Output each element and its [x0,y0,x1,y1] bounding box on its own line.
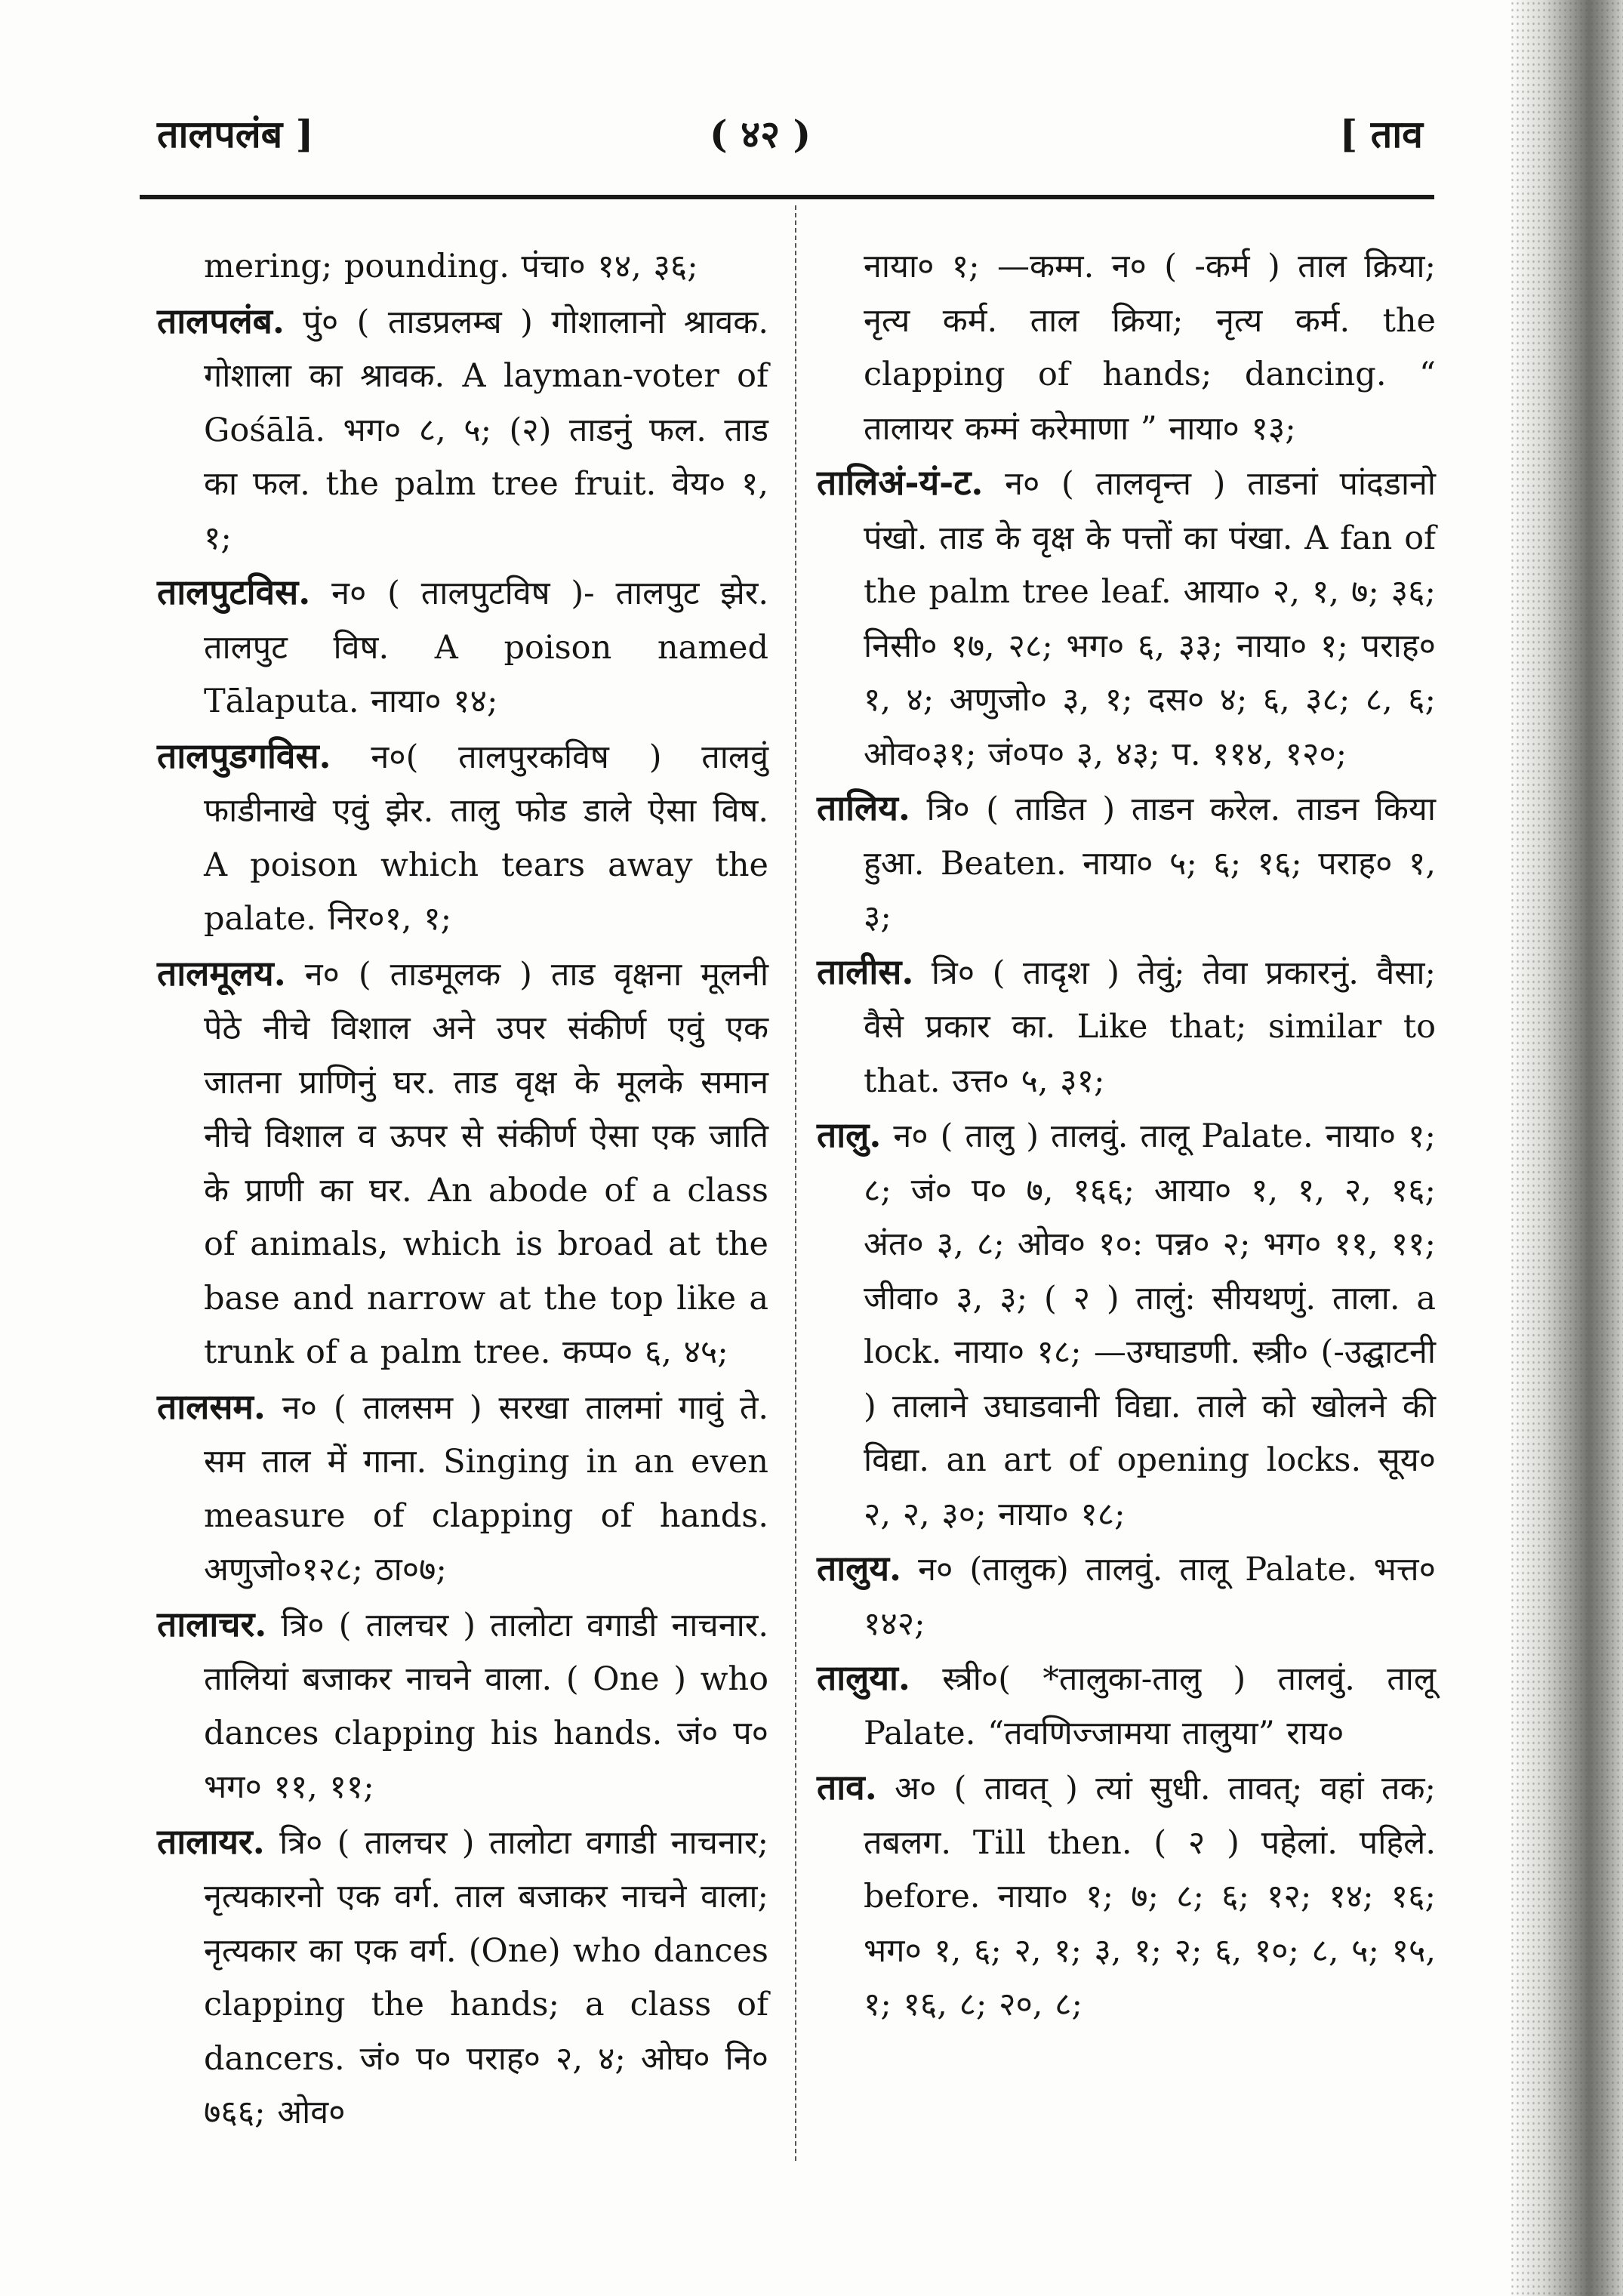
entry-text: त्रि० ( तादृश ) तेवुं; तेवा प्रकारनुं. वैसा; वैसे प्रकार का. Like that; similar to that. उत्त० ५, ३१; [864,954,1436,1100]
entry-text: पुं० ( ताडप्रलम्ब ) गोशालानो श्रावक. गोशाला का श्रावक. A layman-voter of Gośālā. भग० ८, ५; (२) ताडनुं फल. ताड का फल. the palm tree fruit. वेय० १, १; [204,303,768,557]
entry-text: त्रि० ( तालचर ) तालोटा वगाडी नाचनार; नृत्यकारनो एक वर्ग. ताल बजाकर नाचने वाला; नृत्यकार का एक वर्ग. (One) who dances clapping the hands; a class of dancers. जं० प० पराह० २, ४; ओघ० नि० ७६६; ओव० [204,1823,769,2131]
dictionary-entry [817,456,1436,781]
entry-headword: ताव. [817,1767,877,1808]
entry-headword: तालपलंब. [157,300,285,341]
entry-headword: तालसम. [157,1385,266,1427]
left-column [157,240,768,2140]
dictionary-entry [157,566,768,729]
dictionary-entry [817,1761,1436,2032]
dictionary-entry [157,1598,768,1815]
dictionary-entry [157,729,768,947]
entry-text: न० ( ताडमूलक ) ताड वृक्षना मूलनी पेठे नीचे विशाल अने उपर संकीर्ण एवुं एक जातना प्राणिनुं घर. ताड वृक्ष के मूलके समान नीचे विशाल व ऊपर से संकीर्ण ऐसा एक जाति के प्राणी का घर. An abode of a class of animals, which is broad at the base and narrow at the top like a trunk of a palm tree. कप्प० ६, ४५; [204,955,768,1371]
dictionary-entry [157,1380,768,1598]
dictionary-entry [817,1542,1436,1651]
entry-text: त्रि० ( ताडित ) ताडन करेल. ताडन किया हुआ. Beaten. नाया० ५; ६; १६; पराह० १, ३; [864,791,1437,936]
header-rule [140,195,1434,199]
entry-text: न० ( तालु ) तालवुं. तालू Palate. नाया० १; ८; जं० प० ७, १६६; आया० १, १, २, १६; अंत० ३, ८; ओव० १०: पन्न० २; भग० ११, ११; जीवा० ३, ३; ( २ ) तालुं: सीयथणुं. ताला. a lock. नाया० १८; —उग्घाडणी. स्त्री० (-उद्घाटनी ) तालाने उघाडवानी विद्या. ताले को खोलने की विद्या. an art of opening locks. सूय० २, २, ३०; नाया० १८; [864,1117,1437,1533]
dictionary-entry [817,781,1436,945]
dictionary-entry [157,1815,768,2140]
running-head-right: [ ताव [1339,112,1423,156]
entry-text: mering; pounding. पंचा० १४, ३६; [204,248,698,285]
page-number: ( ४२ ) [710,112,812,156]
dictionary-entry-continued [817,240,1436,456]
entry-text: नाया० १; —कम्म. न० ( -कर्म ) ताल क्रिया; नृत्य कर्म. ताल क्रिया; नृत्य कर्म. the clapping of hands; dancing. “ तालायर कम्मं करेमाणा ” नाया० १३; [864,248,1436,448]
entry-headword: तालुय. [817,1548,902,1589]
dictionary-entry [157,947,768,1380]
entry-text: न० (तालुक) तालवुं. तालू Palate. भत्त० १४२; [864,1551,1436,1643]
entry-headword: तालाचर. [157,1603,267,1644]
entry-headword: तालायर. [157,1820,265,1862]
entry-headword: तालिय. [817,787,910,828]
entry-headword: तालमूलय. [157,952,286,994]
dictionary-entry [157,294,768,566]
dictionary-entry [817,945,1436,1109]
entry-text: स्त्री०( *तालुका-तालु ) तालवुं. तालू Palate. “तवणिज्जामया तालुया” राय० [864,1660,1437,1752]
right-column [817,240,1436,2032]
scan-edge-texture [1510,0,1623,2296]
dictionary-entry-continued [157,240,768,294]
entry-text: न०( तालपुरकविष ) तालवुं फाडीनाखे एवुं झेर. तालु फोड डाले ऐसा विष. A poison which tears away the palate. निर०१, १; [204,738,768,938]
entry-text: अ० ( तावत् ) त्यां सुधी. तावत्; वहां तक; तबलग. Till then. ( २ ) पहेलां. पहिले. before. नाया० १; ७; ८; ६; १२; १४; १६; भग० १, ६; २, १; ३, १; २; ६, १०; ८, ५; १५, १; १६, ८; २०, ८; [864,1770,1437,2023]
entry-headword: तालपुडगविस. [157,735,331,776]
entry-headword: तालिअं-यं-ट. [817,462,984,503]
running-head-left: तालपलंब ] [157,112,314,156]
dictionary-entry [817,1651,1436,1761]
entry-text: न० ( तालवृन्त ) ताडनां पांदडानो पंखो. ताड के वृक्ष के पत्तों का पंखा. A fan of the palm tree leaf. आया० २, १, ७; ३६; निसी० १७, २८; भग० ६, ३३; नाया० १; पराह० १, ४; अणुजो० ३, १; दस० ४; ६, ३८; ८, ६; ओव०३१; जं०प० ३, ४३; प. ११४, १२०; [864,465,1436,773]
entry-text: न० ( तालसम ) सरखा तालमां गावुं ते. सम ताल में गाना. Singing in an even measure of clapping of hands. अणुजो०१२८; ठा०७; [204,1388,769,1589]
entry-text: त्रि० ( तालचर ) तालोटा वगाडी नाचनार. तालियां बजाकर नाचने वाला. ( One ) who dances clapping his hands. जं० प० भग० ११, ११; [204,1606,768,1806]
entry-text: न० ( तालपुटविष )- तालपुट झेर. तालपुट विष. A poison named Tālaputa. नाया० १४; [204,575,769,720]
entry-headword: तालुया. [817,1657,910,1698]
entry-headword: तालपुटविस. [157,572,311,612]
entry-headword: तालीस. [817,951,914,992]
dictionary-entry [817,1108,1436,1542]
entry-headword: तालु. [817,1114,882,1155]
column-divider [795,205,796,2161]
